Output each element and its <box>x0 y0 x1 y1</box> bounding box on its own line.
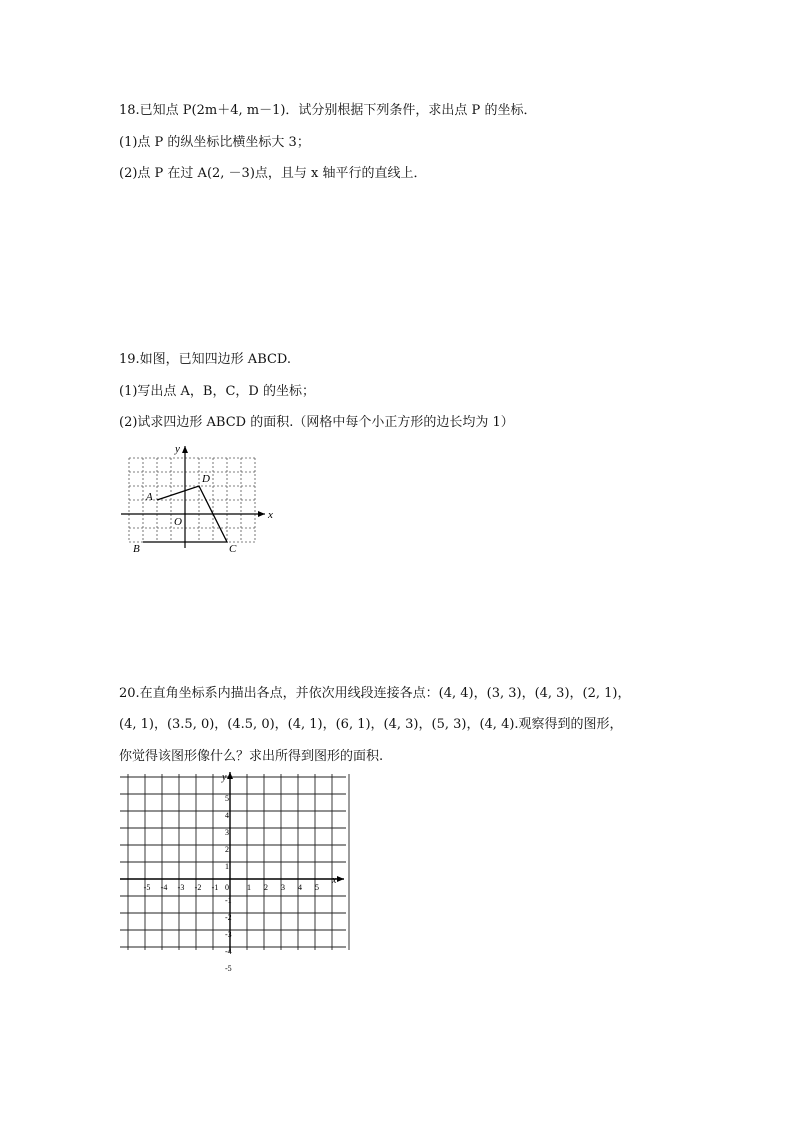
x-tick-label: 5 <box>315 883 319 892</box>
x-tick-label: 2 <box>264 883 268 892</box>
x-tick-label: 1 <box>247 883 251 892</box>
x-axis-label: x <box>268 509 273 521</box>
q20-line3: 你觉得该图形像什么？求出所得到图形的面积. <box>119 749 384 764</box>
vertex-label-b: B <box>133 543 140 555</box>
y-tick-label: -5 <box>225 964 232 973</box>
x-tick-label: -3 <box>177 883 185 892</box>
x-axis-arrow <box>337 876 344 882</box>
y-tick-label: -4 <box>225 947 232 956</box>
x-tick-label: 3 <box>281 883 285 892</box>
x-tick-label: -5 <box>143 883 151 892</box>
vertex-label-c: C <box>229 543 237 555</box>
y-tick-label: -3 <box>225 930 232 939</box>
quadrilateral-abcd-figure <box>110 440 273 580</box>
y-axis-label: y <box>175 443 180 455</box>
y-tick-label: 4 <box>225 811 229 820</box>
y-axis-arrow <box>182 446 188 453</box>
y-tick-label: 5 <box>225 794 229 803</box>
x-axis-arrow <box>258 511 265 517</box>
y-axis-label: y <box>222 772 227 783</box>
q19-part1: (1)写出点 A，B，C，D 的坐标； <box>119 384 315 399</box>
y-tick-label: 2 <box>225 845 229 854</box>
y-tick-label: -1 <box>225 896 232 905</box>
q20-line2: (4, 1)，(3.5, 0)，(4.5, 0)，(4, 1)，(6, 1)，(4, 3)，(5, 3)，(4, 4).观察得到的图形， <box>119 717 623 732</box>
x-tick-label: -4 <box>160 883 168 892</box>
x-tick-label: 4 <box>298 883 302 892</box>
y-tick-label: -2 <box>225 913 232 922</box>
y-axis-arrow <box>227 772 233 779</box>
y-tick-label: 3 <box>225 828 229 837</box>
q20-line1: 20.在直角坐标系内描出各点，并依次用线段连接各点：(4, 4)，(3, 3)，(4, 3)，(2, 1)， <box>119 686 631 701</box>
origin-label: 0 <box>225 883 229 892</box>
coordinate-grid-figure <box>110 768 355 973</box>
q19-stem: 19.如图，已知四边形 ABCD. <box>119 352 292 367</box>
x-axis-label: x <box>332 875 337 886</box>
x-tick-label: -2 <box>194 883 202 892</box>
q18-part1: (1)点 P 的纵坐标比横坐标大 3； <box>119 135 310 150</box>
vertex-label-d: D <box>202 473 210 485</box>
y-tick-label: 1 <box>225 862 229 871</box>
q18-stem: 18.已知点 P(2m＋4, m－1)．试分别根据下列条件，求出点 P 的坐标． <box>119 103 537 118</box>
x-tick-label: -1 <box>211 883 219 892</box>
vertex-label-a: A <box>146 491 153 503</box>
origin-label: O <box>174 516 182 528</box>
q18-part2: (2)点 P 在过 A(2, －3)点，且与 x 轴平行的直线上． <box>119 166 427 181</box>
q19-part2: (2)试求四边形 ABCD 的面积.（网格中每个小正方形的边长均为 1） <box>119 415 514 430</box>
